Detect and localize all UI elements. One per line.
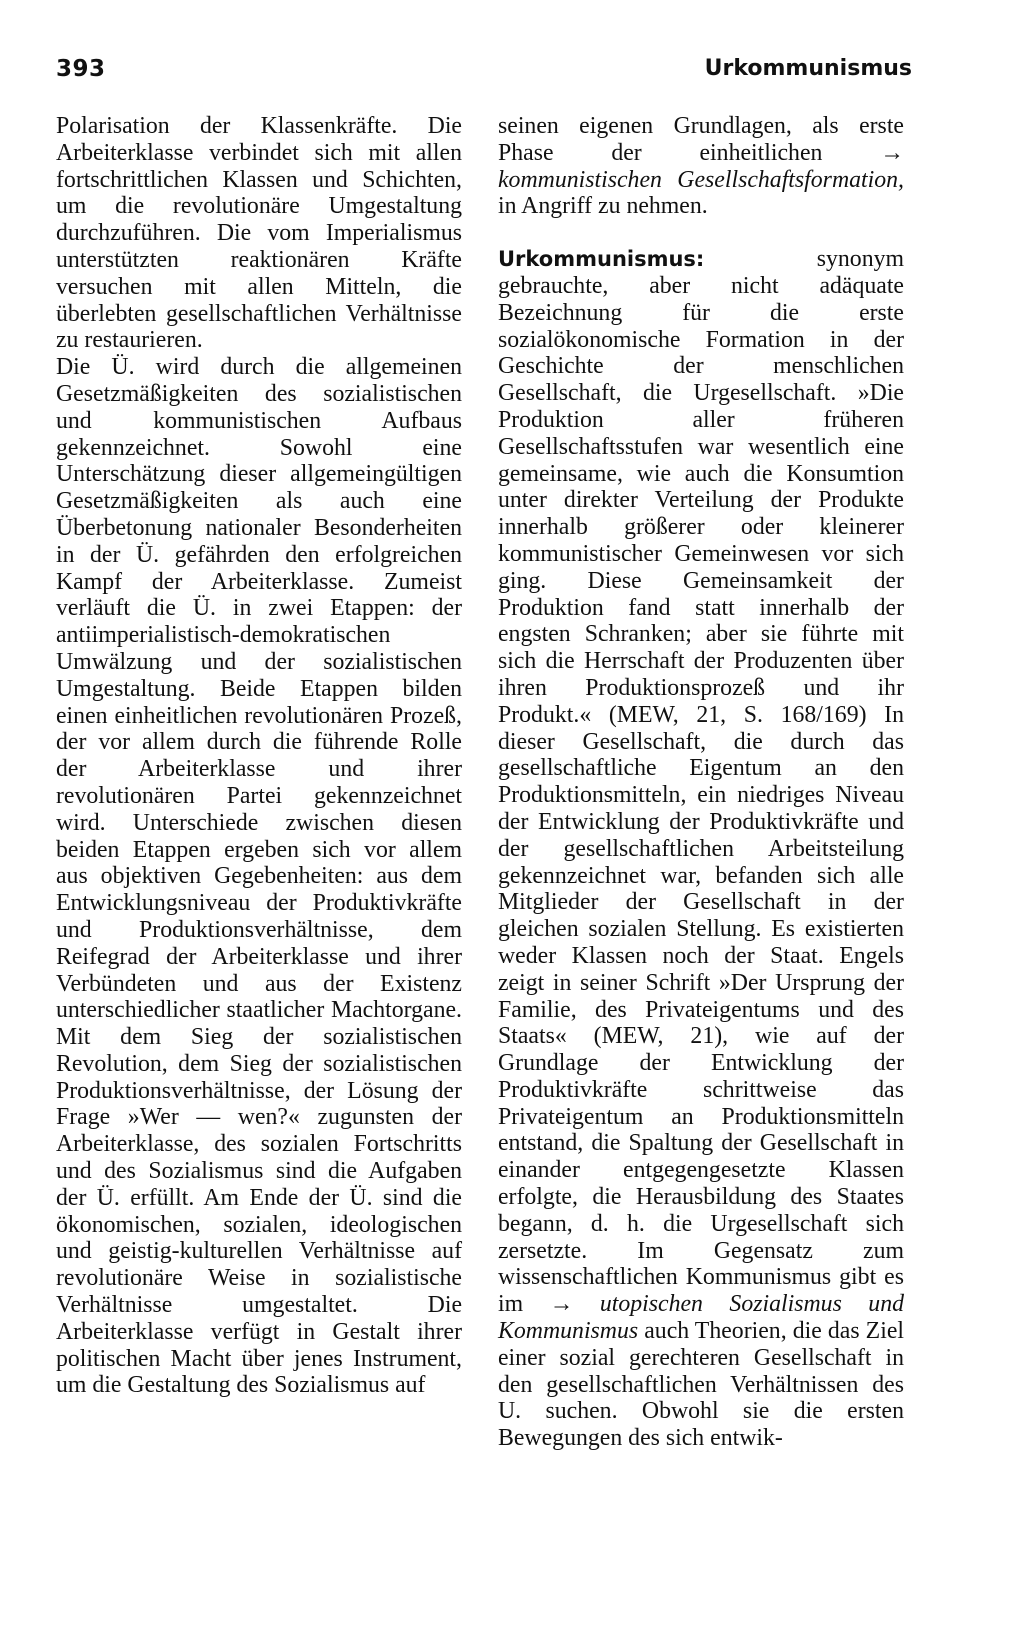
dictionary-entry: [498, 246, 904, 1452]
running-head: Urkommunismus: [704, 56, 912, 81]
entry-text: auch Theorien, die das Ziel einer sozial gerechteren Gesellschaft in den gesellschaftlichen Verhältnissen des U. suchen. Obwohl sie die ersten Bewegungen des sich entwik-: [498, 1318, 904, 1452]
cross-reference: utopischen Sozialismus und Kommunismus: [498, 1291, 904, 1345]
page-number: 393: [56, 56, 106, 82]
entry-headword: Urkommunismus:: [498, 247, 705, 272]
continued-paragraph: [498, 113, 904, 220]
cross-reference-arrow: →: [880, 139, 905, 166]
cross-reference-arrow: →: [549, 1291, 574, 1318]
cross-reference: kommunistischen Gesellschaftsformation,: [498, 166, 904, 193]
paragraph: Polarisation der Klassenkräfte. Die Arbeiterklasse verbindet sich mit allen fortschrittlichen Klassen und Schichten, um die revolutionäre Umgestaltung durchzuführen. Die vom Imperialismus unterstützten reaktionären Kräfte versuchen mit allen Mitteln, die überlebten gesellschaftlichen Verhältnisse zu restaurieren.: [56, 113, 462, 354]
body-text: seinen eigenen Grundlagen, als erste Phase der einheitlichen: [498, 113, 904, 166]
paragraph: Die Ü. wird durch die allgemeinen Gesetzmäßigkeiten des sozialistischen und kommunistischen Aufbaus gekennzeichnet. Sowohl eine Unterschätzung dieser allgemeingültigen Gesetzmäßigkeiten als auch eine Überbetonung nationaler Besonderheiten in der Ü. gefährden den erfolgreichen Kampf der Arbeiterklasse. Zumeist verläuft die Ü. in zwei Etappen: der antiimperialistisch-demokratischen Umwälzung und der sozialistischen Umgestaltung. Beide Etappen bilden einen einheitlichen revolutionären Prozeß, der vor allem durch die führende Rolle der Arbeiterklasse und ihrer revolutionären Partei gekennzeichnet wird. Unterschiede zwischen diesen beiden Etappen ergeben sich vor allem aus objektiven Gegebenheiten: aus dem Entwicklungsniveau der Produktivkräfte und Produktionsverhältnisse, dem Reifegrad der Arbeiterklasse und ihrer Verbündeten und aus der Existenz unterschiedlicher staatlicher Machtorgane. Mit dem Sieg der sozialistischen Revolution, dem Sieg der sozialistischen Produktionsverhältnisse, der Lösung der Frage »Wer — wen?« zugunsten der Arbeiterklasse, des sozialen Fortschritts und des Sozialismus sind die Aufgaben der Ü. erfüllt. Am Ende der Ü. sind die ökonomischen, sozialen, ideologischen und geistig-kulturellen Verhältnisse auf revolutionäre Weise in sozialistische Verhältnisse umgestaltet. Die Arbeiterklasse verfügt in Gestalt ihrer politischen Macht über jenes Instrument, um die Gestaltung des Sozialismus auf: [56, 354, 462, 1399]
body-text: in Angriff zu nehmen.: [498, 193, 708, 220]
left-column: [56, 113, 462, 1399]
page-header: [56, 56, 912, 96]
entry-text: synonym gebrauchte, aber nicht adäquate Bezeichnung für die erste sozialökonomische Formation in der Geschichte der menschlichen Gesellschaft, die Urgesellschaft. »Die Produktion aller früheren Gesellschaftsstufen war wesentlich eine gemeinsame, wie auch die Konsumtion unter direkter Verteilung der Produkte innerhalb größerer oder kleinerer kommunistischer Gemeinwesen vor sich ging. Diese Gemeinsamkeit der Produktion fand statt innerhalb der engsten Schranken; aber sie führte mit sich die Herrschaft der Produzenten über ihren Produktionsprozeß und ihr Produkt.« (MEW, 21, S. 168/169) In dieser Gesellschaft, die durch das gesellschaftliche Eigentum an den Produktionsmitteln, ein niedriges Niveau der Entwicklung der Produktivkräfte und der gesellschaftlichen Arbeitsteilung gekennzeichnet war, befanden sich alle Mitglieder der Gesellschaft in der gleichen sozialen Stellung. Es existierten weder Klassen noch der Staat. Engels zeigt in seiner Schrift »Der Ursprung der Familie, des Privateigentums und des Staats« (MEW, 21), wie auf der Grundlage der Entwicklung der Produktivkräfte schrittweise das Privateigentum an Produktionsmitteln entstand, die Spaltung der Gesellschaft in einander entgegengesetzte Klassen erfolgte, die Herausbildung des Staates begann, d. h. die Urgesellschaft sich zersetzte. Im Gegensatz zum wissenschaftlichen Kommunismus gibt es im: [498, 246, 904, 1318]
right-column: [498, 113, 904, 1452]
